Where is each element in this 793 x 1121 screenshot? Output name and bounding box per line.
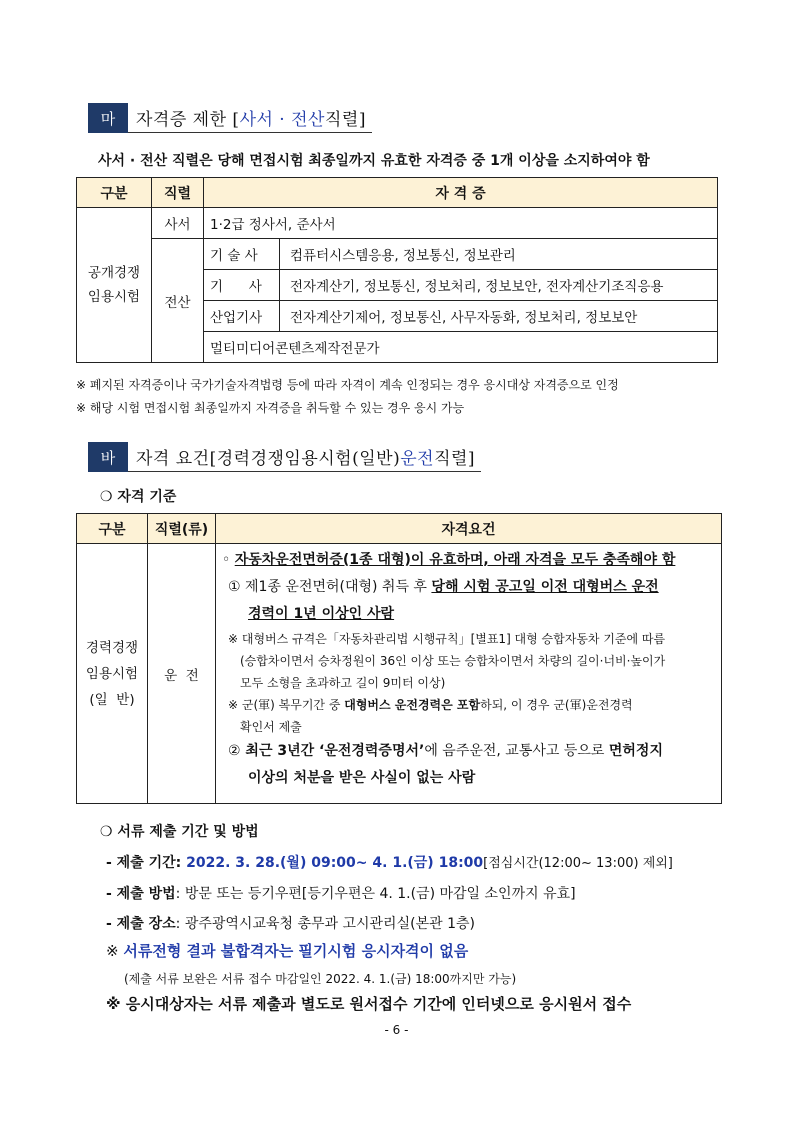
certs-cell: 전자계산기, 정보통신, 정보처리, 정보보안, 전자계산기조직응용 [280,270,718,301]
table-row [77,544,722,804]
docs-place: - 제출 장소: 광주광역시교육청 총무과 고시관리실(본관 1층) [106,916,475,932]
grade-cell: 기 사 [204,270,280,301]
req-1: ① 제1종 운전면허(대형) 취득 후 당해 시험 공고일 이전 대형버스 운전 [228,579,659,595]
req-2-cont: 이상의 처분을 받은 사실이 없는 사람 [248,770,476,786]
certs-multimedia: 멀티미디어콘텐츠제작전문가 [204,332,718,363]
docs-heading: ❍ 서류 제출 기간 및 방법 [100,824,259,840]
section-ba-heading [88,442,481,472]
col-header-series: 직렬(류) [148,514,216,544]
section-ma-heading [88,103,372,133]
qualification-table [76,513,722,804]
category-cell: 공개경쟁 임용시험 [77,208,152,363]
req-note-1-l3: 모두 소형을 초과하고 길이 9미터 이상) [240,676,446,690]
col-header-category: 구분 [77,514,148,544]
certs-librarian: 1·2급 정사서, 준사서 [204,208,718,239]
qualification-subheading: ❍ 자격 기준 [100,489,177,505]
docs-warning: ※ 서류전형 결과 불합격자는 필기시험 응시자격이 없음 [106,942,469,960]
col-header-category: 구분 [77,178,152,208]
qualification-table-header [77,514,722,544]
table-row [77,208,718,239]
req-note-2-l2: 확인서 제출 [240,720,302,734]
req-note-1: ※ 대형버스 규격은「자동차관리법 시행규칙」[별표1] 대형 승합자동차 기준에 따름 [228,632,666,646]
section-ma-tag: 마 [88,103,128,133]
series-computing: 전산 [152,239,204,363]
grade-cell: 산업기사 [204,301,280,332]
docs-period: - 제출 기간: 2022. 3. 28.(월) 09:00~ 4. 1.(금) 18:00[점심시간(12:00~ 13:00) 제외] [106,855,673,871]
table-row [77,239,718,270]
requirements-cell [216,544,722,804]
series-librarian: 사서 [152,208,204,239]
series-cell: 운 전 [148,544,216,804]
req-1-cont: 경력이 1년 이상인 사람 [248,606,395,622]
req-2: ② 최근 3년간 ‘운전경력증명서’에 음주운전, 교통사고 등으로 면허정지 [228,743,663,759]
section-ma-title: 자격증 제한 [ 사서 · 전산 직렬] [128,103,372,133]
col-header-certs: 자 격 증 [204,178,718,208]
certs-cell: 전자계산기제어, 정보통신, 사무자동화, 정보처리, 정보보안 [280,301,718,332]
certs-cell: 컴퓨터시스템응용, 정보통신, 정보관리 [280,239,718,270]
docs-method: - 제출 방법: 방문 또는 등기우편[등기우편은 4. 1.(금) 마감일 소인까지 유효] [106,886,576,902]
page-number: - 6 - [384,1023,409,1037]
req-note-2: ※ 군(軍) 복무기간 중 대형버스 운전경력은 포함하되, 이 경우 군(軍)운전경력 [228,698,633,712]
col-header-series: 직렬 [152,178,204,208]
cert-table-header [77,178,718,208]
req-main: ◦ 자동차운전면허증(1종 대형)이 유효하며, 아래 자격을 모두 충족해야 함 [222,552,676,568]
grade-cell: 기 술 사 [204,239,280,270]
section-ma-note: ※ 폐지된 자격증이나 국가기술자격법령 등에 따라 자격이 계속 인정되는 경우 응시대상 자격증으로 인정 [76,378,619,392]
cert-table [76,177,718,363]
section-ba-tag: 바 [88,442,128,472]
docs-final-note: ※ 응시대상자는 서류 제출과 별도로 원서접수 기간에 인터넷으로 응시원서 접수 [106,995,632,1013]
req-note-1-l2: (승합차이면서 승차정원이 36인 이상 또는 승합차이면서 차량의 길이·너비·높이가 [240,654,666,668]
section-ba-title: 자격 요건[경력경쟁임용시험(일반) 운전 직렬] [128,442,481,472]
col-header-requirements: 자격요건 [216,514,722,544]
section-ma-lead: 사서 · 전산 직렬은 당해 면접시험 최종일까지 유효한 자격증 중 1개 이상을 소지하여야 함 [98,153,650,169]
section-ma-note: ※ 해당 시험 면접시험 최종일까지 자격증을 취득할 수 있는 경우 응시 가능 [76,401,465,415]
category-cell: 경력경쟁 임용시험 (일 반) [77,544,148,804]
docs-supplement-note: (제출 서류 보완은 서류 접수 마감일인 2022. 4. 1.(금) 18:00까지만 가능) [124,972,517,986]
